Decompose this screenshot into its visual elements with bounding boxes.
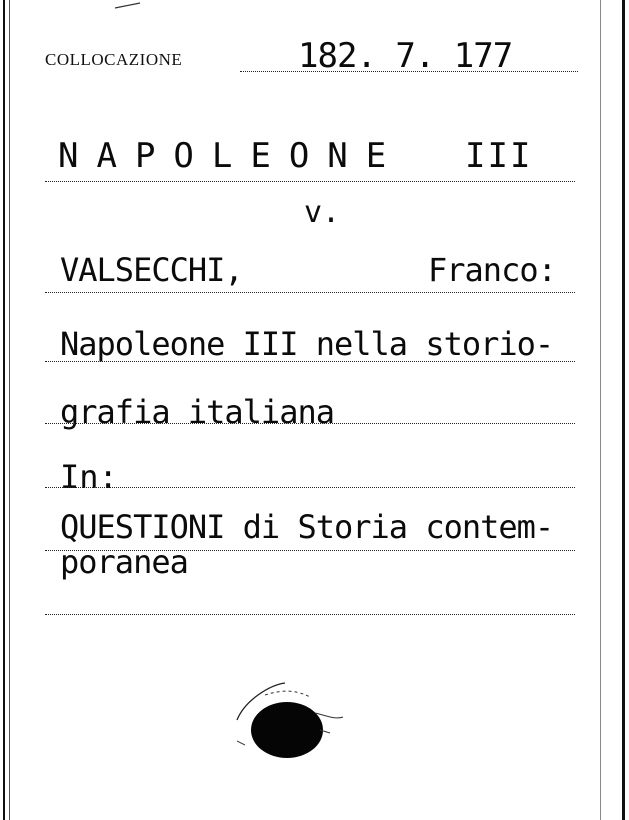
- card-left-edge-inner: [9, 0, 10, 820]
- card-right-margin-line: [600, 0, 601, 820]
- in-rule: [45, 487, 575, 488]
- blank-rule: [45, 614, 575, 615]
- author-surname: VALSECCHI,: [60, 251, 243, 289]
- ink-blot-stamp: [225, 675, 365, 770]
- title-line-1: Napoleone III nella storio-: [60, 325, 554, 363]
- cross-reference: v.: [304, 195, 341, 230]
- in-label: In:: [60, 458, 118, 496]
- collocazione-value: 182. 7. 177: [298, 36, 513, 76]
- title-line-2: grafia italiana: [60, 393, 334, 431]
- top-scratch-mark: [100, 0, 180, 20]
- author-rule: [45, 292, 575, 293]
- card-left-edge: [3, 0, 5, 820]
- source-line-2: poranea: [60, 543, 188, 581]
- card-right-edge: [622, 0, 625, 820]
- title-rule-2: [45, 423, 575, 424]
- subject-name: NAPOLEONE: [58, 136, 405, 176]
- collocazione-label: COLLOCAZIONE: [45, 50, 183, 69]
- subject-numeral: III: [465, 136, 533, 176]
- subject-rule: [45, 181, 575, 182]
- title-rule-1: [45, 361, 575, 362]
- source-line-1: QUESTIONI di Storia contem-: [60, 508, 554, 546]
- author-given-name: Franco:: [428, 251, 556, 289]
